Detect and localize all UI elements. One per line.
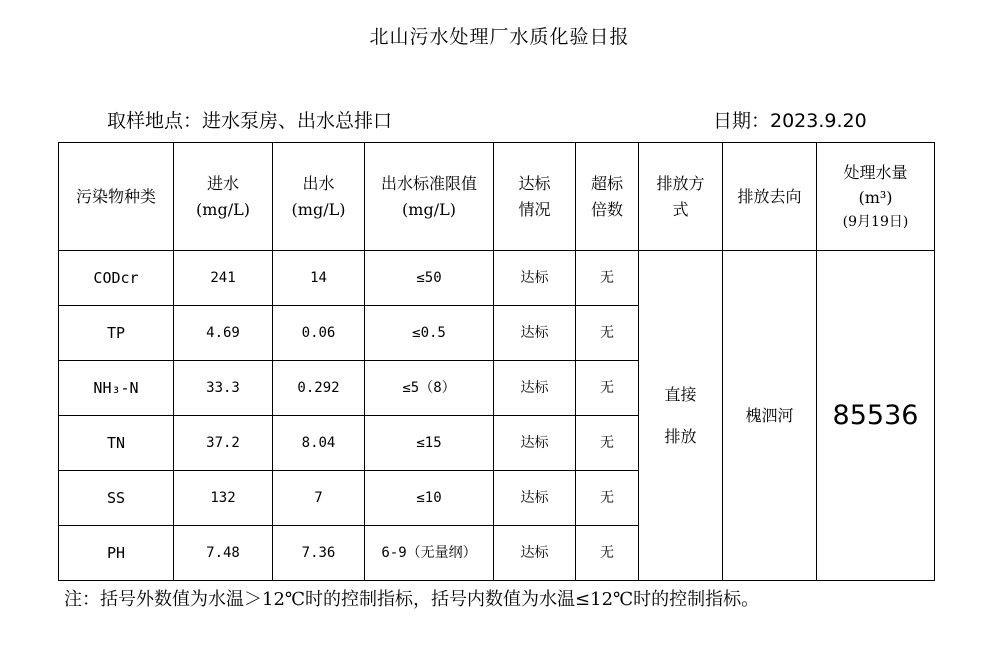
treated-volume-cell: 85536	[817, 251, 935, 581]
limit-cell: ≤50	[365, 251, 494, 306]
effluent-cell: 0.292	[273, 361, 365, 416]
report-title: 北山污水处理厂水质化验日报	[369, 26, 630, 48]
influent-cell: 132	[174, 471, 273, 526]
pollutant-cell: SS	[59, 471, 174, 526]
discharge-method-cell	[639, 251, 723, 581]
header-status	[494, 143, 576, 251]
header-method	[639, 143, 723, 251]
exceed-cell: 无	[576, 471, 639, 526]
header-limit	[365, 143, 494, 251]
header-volume	[817, 143, 935, 251]
pollutant-cell: TP	[59, 306, 174, 361]
limit-cell: 6-9（无量纲）	[365, 526, 494, 581]
header-influent-label: 进水	[206, 173, 239, 193]
status-cell: 达标	[494, 471, 576, 526]
header-volume-label: 处理水量	[843, 162, 908, 182]
pollutant-cell: NH₃-N	[59, 361, 174, 416]
effluent-cell: 14	[273, 251, 365, 306]
header-exceed	[576, 143, 639, 251]
header-status-line2: 情况	[518, 199, 551, 219]
header-row	[59, 143, 935, 251]
table-row	[59, 251, 935, 306]
status-cell: 达标	[494, 306, 576, 361]
exceed-cell: 无	[576, 306, 639, 361]
status-cell: 达标	[494, 361, 576, 416]
limit-cell: ≤0.5	[365, 306, 494, 361]
pollutant-cell: PH	[59, 526, 174, 581]
header-method-line2: 式	[672, 199, 689, 219]
header-influent-unit: (mg/L)	[196, 199, 250, 219]
status-cell: 达标	[494, 416, 576, 471]
footnote: 注：括号外数值为水温＞12℃时的控制指标，括号内数值为水温≤12℃时的控制指标。	[64, 589, 760, 610]
exceed-cell: 无	[576, 251, 639, 306]
discharge-destination-cell: 槐泗河	[723, 251, 817, 581]
header-influent	[174, 143, 273, 251]
header-volume-unit: (m³)	[858, 188, 893, 208]
limit-cell: ≤15	[365, 416, 494, 471]
influent-cell: 37.2	[174, 416, 273, 471]
header-volume-date: (9月19日)	[842, 213, 909, 230]
water-quality-table	[58, 142, 935, 581]
pollutant-cell: CODcr	[59, 251, 174, 306]
exceed-cell: 无	[576, 416, 639, 471]
header-destination: 排放去向	[723, 143, 817, 251]
limit-cell: ≤5（8）	[365, 361, 494, 416]
header-status-line1: 达标	[518, 173, 551, 193]
header-limit-label: 出水标准限值	[380, 173, 477, 193]
discharge-method-line1: 直接	[664, 384, 697, 404]
effluent-cell: 8.04	[273, 416, 365, 471]
effluent-cell: 7.36	[273, 526, 365, 581]
header-pollutant: 污染物种类	[59, 143, 174, 251]
effluent-cell: 0.06	[273, 306, 365, 361]
header-exceed-line2: 倍数	[590, 199, 623, 219]
limit-cell: ≤10	[365, 471, 494, 526]
influent-cell: 4.69	[174, 306, 273, 361]
influent-cell: 241	[174, 251, 273, 306]
header-limit-unit: (mg/L)	[402, 199, 456, 219]
status-cell: 达标	[494, 526, 576, 581]
status-cell: 达标	[494, 251, 576, 306]
header-exceed-line1: 超标	[590, 173, 623, 193]
header-effluent	[273, 143, 365, 251]
header-method-line1: 排放方	[656, 173, 705, 193]
effluent-cell: 7	[273, 471, 365, 526]
exceed-cell: 无	[576, 526, 639, 581]
exceed-cell: 无	[576, 361, 639, 416]
influent-cell: 7.48	[174, 526, 273, 581]
influent-cell: 33.3	[174, 361, 273, 416]
report-date: 日期：2023.9.20	[713, 110, 867, 132]
header-effluent-unit: (mg/L)	[291, 199, 346, 219]
discharge-method-line2: 排放	[664, 426, 697, 446]
header-effluent-label: 出水	[302, 173, 335, 193]
sampling-location: 取样地点：进水泵房、出水总排口	[107, 110, 393, 132]
pollutant-cell: TN	[59, 416, 174, 471]
